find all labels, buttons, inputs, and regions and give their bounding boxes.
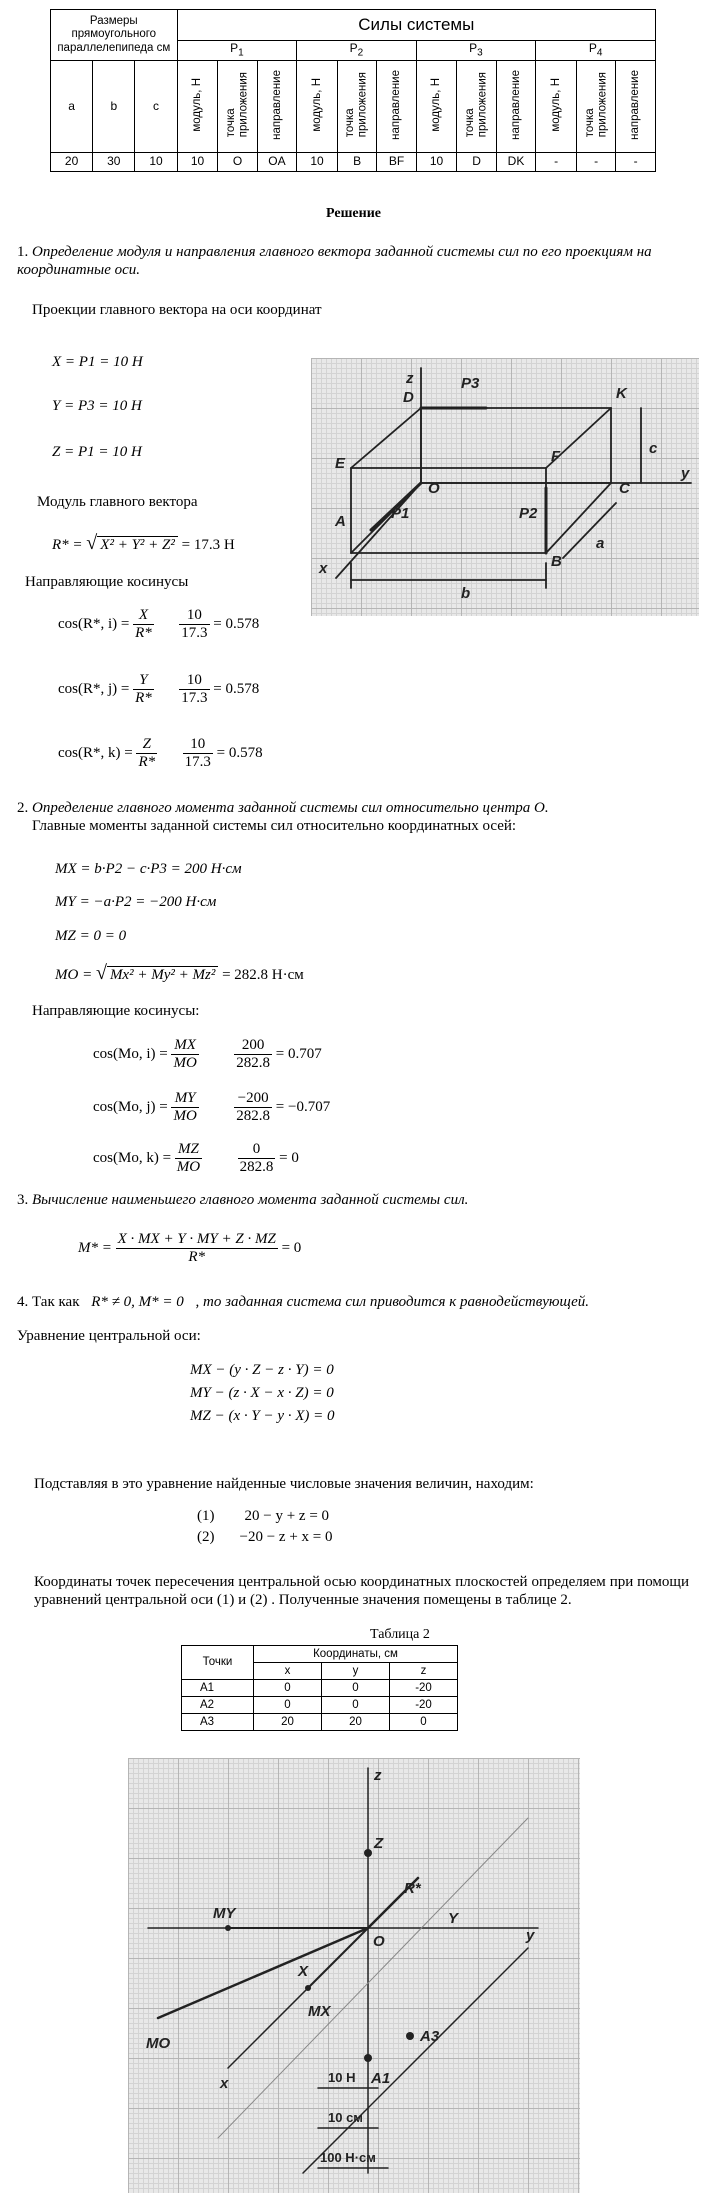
fig1-label: P3 (461, 375, 480, 392)
fig2-label: R* (404, 1880, 421, 1897)
central-axis-line (303, 1948, 528, 2173)
dim-a: a (51, 61, 93, 153)
force-p2-header: $P_2$ (297, 41, 417, 61)
section-4-heading: 4. Так как R* ≠ 0, M* = 0 , то заданная система сил приводится к равнодействующей. (17, 1294, 590, 1310)
eq-mo: MO = √ Mx² + My² + Mz² = 282.8 Н·см (55, 962, 304, 984)
section-3-heading: 3. Вычисление наименьшего главного момента заданной системы сил. (17, 1192, 469, 1208)
table-cell: - (576, 153, 615, 172)
solution-title: Решение (326, 206, 381, 221)
fig1-label: b (461, 585, 471, 602)
table-row: A1 0 0 -20 (182, 1680, 458, 1697)
fig1-label: y (681, 465, 690, 482)
table-cell: 10 (416, 153, 457, 172)
eq-m-star: M* = $\frac{X \cdot MX + Y \cdot MY + Z \cdot MZ}{R*}$ = 0 (78, 1231, 302, 1265)
section-2-heading: 2. Определение главного момента заданной системы сил относительно центра О. (17, 800, 549, 816)
force-p4-header: $P_4$ (536, 41, 656, 61)
axis-header-x: x (254, 1663, 322, 1680)
fig2-label: Z (374, 1835, 384, 1852)
fig1-label: D (403, 389, 414, 406)
cos-title-1: Направляющие косинусы (25, 574, 189, 590)
table-cell: 30 (93, 153, 135, 172)
point-a3 (406, 2032, 414, 2040)
cos-title-2: Направляющие косинусы: (32, 1003, 200, 1019)
point-z (364, 1849, 372, 1857)
modulus-title: Модуль главного вектора (37, 494, 198, 510)
sub-point: точка приложения (464, 71, 489, 138)
cos-mo-j: cos(Mo, j) = $\frac{MY}{MO}$ $\frac{-200}{282.8}$ = −0.707 (93, 1090, 331, 1124)
table2-caption: Таблица 2 (370, 1627, 430, 1642)
fig2-label: A1 (371, 2070, 391, 2087)
cos-r-k: cos(R*, k) = $\frac{Z}{R*}$ $\frac{10}{17.3}$ = 0.578 (58, 736, 263, 770)
mo-arrow (158, 1928, 368, 2018)
fig2-label: X (298, 1963, 309, 1980)
table-cell: B (337, 153, 376, 172)
forces-header: Силы системы (177, 10, 655, 41)
table-row: A2 0 0 -20 (182, 1697, 458, 1714)
sub-modulus: модуль, Н (191, 77, 204, 132)
central-axis-title: Уравнение центральной оси: (17, 1328, 201, 1344)
section-1-heading: 1. Определение модуля и направления главного вектора заданной системы сил по его проекциям на координатные оси. (17, 244, 652, 278)
sub-point: точка приложения (344, 71, 370, 138)
coords-table (181, 1645, 458, 1731)
cos-mo-i: cos(Mo, i) = $\frac{MX}{MO}$ $\frac{200}{282.8}$ = 0.707 (93, 1037, 322, 1071)
central-axis-figure (128, 1758, 580, 2193)
fig1-label: B (551, 553, 562, 570)
parallelepiped-figure (311, 358, 699, 616)
table-cell: O (218, 153, 257, 172)
axis-header-y: y (322, 1663, 390, 1680)
axis-eq-3: MZ − (x · Y − y · X) = 0 (190, 1408, 335, 1424)
fig1-label: a (596, 535, 605, 552)
fig1-label: x (319, 560, 328, 577)
eq-mx: MX = b·P2 − c·P3 = 200 Н·см (55, 861, 242, 877)
dim-b: b (93, 61, 135, 153)
moments-subtitle: Главные моменты заданной системы сил относительно координатных осей: (32, 818, 517, 834)
sub-modulus: модуль, Н (310, 77, 323, 132)
table-row: A3 20 20 0 (182, 1714, 458, 1731)
substitution-text: Подставляя в это уравнение найденные числовые значения величин, находим: (34, 1476, 534, 1492)
table-cell: - (616, 153, 656, 172)
table-cell: - (536, 153, 577, 172)
eq-my: MY = −a·P2 = −200 Н·см (55, 894, 217, 910)
fig1-label: P2 (519, 505, 538, 522)
fig2-label: MX (308, 2003, 331, 2020)
fig1-label: z (406, 370, 414, 387)
table-cell: 10 (177, 153, 218, 172)
num-eq-1: (1) 20 − y + z = 0 (197, 1508, 330, 1524)
point-my (225, 1925, 231, 1931)
fig1-label: P1 (391, 505, 410, 522)
table-cell: 20 (51, 153, 93, 172)
fig1-label: O (428, 480, 440, 497)
aux-line (218, 1818, 528, 2138)
fig1-label: F (551, 448, 561, 465)
table-cell: 10 (135, 153, 177, 172)
dim-c: c (135, 61, 177, 153)
sub-direction: направление (629, 69, 642, 140)
point-x (305, 1985, 311, 1991)
fig2-label: MY (213, 1905, 236, 1922)
fig1-label: E (335, 455, 346, 472)
x-axis (336, 483, 421, 578)
points-header: Точки (182, 1646, 254, 1680)
table-cell: BF (377, 153, 416, 172)
point-a1 (364, 2054, 372, 2062)
eq-x: X = P1 = 10 Н (52, 354, 143, 370)
dim-a-line (563, 503, 616, 558)
cos-r-i: cos(R*, i) = $\frac{X}{R*}$ $\frac{10}{17.3}$ = 0.578 (58, 607, 260, 641)
force-p1-header: $P_1$ (177, 41, 297, 61)
table-cell: D (457, 153, 496, 172)
fig1-label: K (616, 385, 627, 402)
cos-r-j: cos(R*, j) = $\frac{Y}{R*}$ $\frac{10}{17.3}$ = 0.578 (58, 672, 260, 706)
sub-point: точка приложения (224, 71, 250, 138)
fig1-label: C (619, 480, 630, 497)
fig2-label: Y (448, 1910, 459, 1927)
fig2-label: z (374, 1767, 382, 1784)
fig2-label: MO (146, 2035, 171, 2052)
sub-modulus: модуль, Н (549, 77, 562, 132)
fig2-label: O (373, 1933, 385, 1950)
table-cell: OA (257, 153, 296, 172)
sub-direction: направление (509, 69, 522, 140)
box-edge (351, 408, 421, 468)
fig2-label: x (220, 2075, 229, 2092)
table-cell: 10 (297, 153, 338, 172)
axis-header-z: z (390, 1663, 458, 1680)
sub-point: точка приложения (583, 71, 609, 138)
eq-z: Z = P1 = 10 Н (52, 444, 142, 460)
force-p3-header: $P_3$ (416, 41, 536, 61)
axis-eq-2: MY − (z · X − x · Z) = 0 (190, 1385, 334, 1401)
cos-mo-k: cos(Mo, k) = $\frac{MZ}{MO}$ $\frac{0}{282.8}$ = 0 (93, 1141, 299, 1175)
eq-y: Y = P3 = 10 Н (52, 398, 142, 414)
fig2-label: A3 (420, 2028, 440, 2045)
coords-paragraph: Координаты точек пересечения центральной осью координатных плоскостей определяем при помощи уравнений центральной оси (1) и (2) . Полученные значения помещены в таблице 2. (34, 1574, 689, 1608)
axis-eq-1: MX − (y · Z − z · Y) = 0 (190, 1362, 334, 1378)
table-cell: DK (496, 153, 535, 172)
eq-r: R* = √ X² + Y² + Z² = 17.3 Н (52, 532, 235, 554)
sub-direction: направление (270, 69, 283, 140)
dims-header: Размеры прямоугольного параллелепипеда см (51, 10, 178, 61)
fig2-label: y (526, 1927, 535, 1944)
scale-label: 10 см (328, 2110, 363, 2125)
params-table (50, 9, 656, 172)
fig1-label: A (335, 513, 346, 530)
num-eq-2: (2) −20 − z + x = 0 (197, 1529, 333, 1545)
sub-modulus: модуль, Н (430, 77, 443, 132)
fig1-label: c (649, 440, 658, 457)
sub-direction: направление (390, 69, 403, 140)
coords-header: Координаты, см (254, 1646, 458, 1663)
eq-mz: MZ = 0 = 0 (55, 928, 127, 944)
scale-label: 10 Н (328, 2070, 356, 2085)
scale-label: 100 Н·см (320, 2150, 376, 2165)
mx-line (308, 1928, 368, 1988)
projections-title: Проекции главного вектора на оси координат (32, 302, 322, 318)
